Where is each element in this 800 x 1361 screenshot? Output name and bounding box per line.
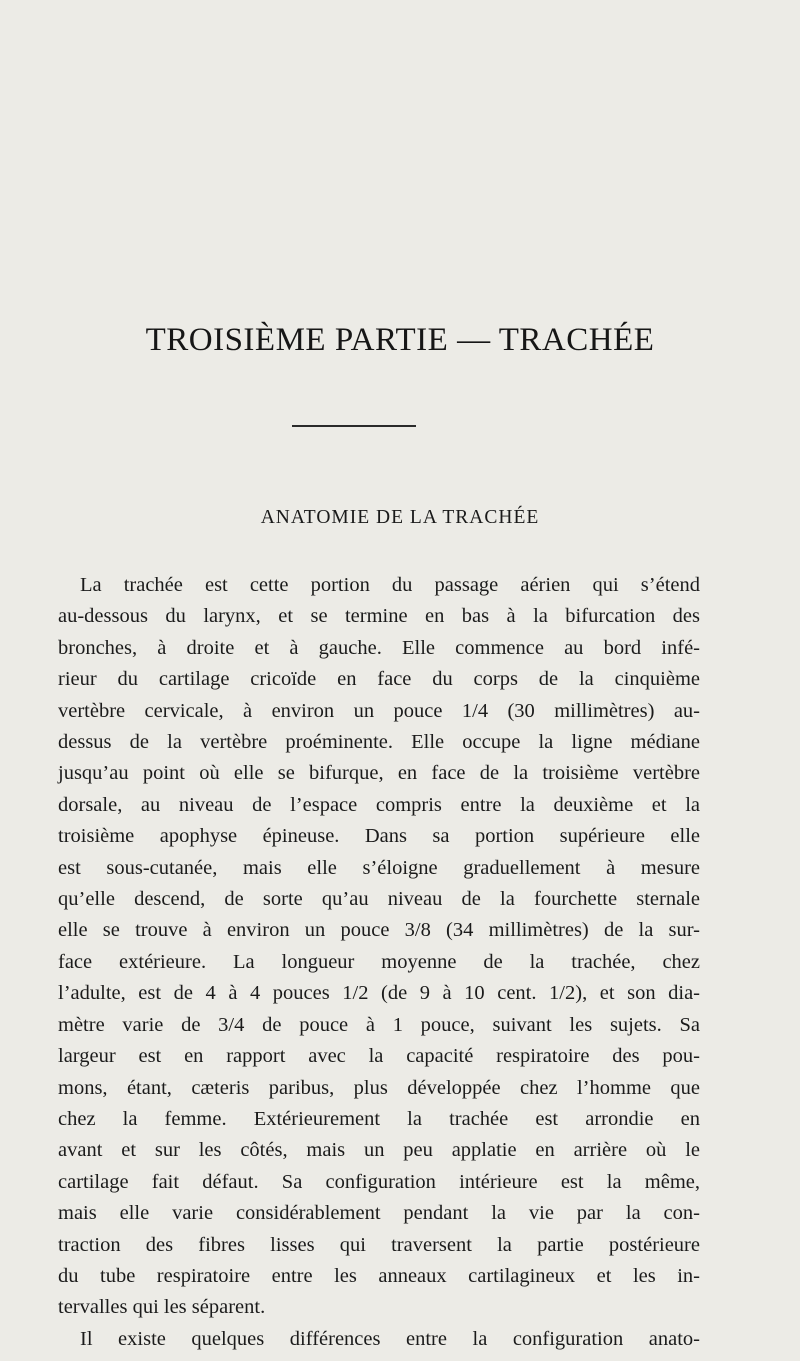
section-title: ANATOMIE DE LA TRACHÉE — [260, 507, 540, 528]
text-line: l’adulte, est de 4 à 4 pouces 1/2 (de 9 à 10 cent. 1/2), et son dia- — [58, 982, 700, 1005]
text-line: elle se trouve à environ un pouce 3/8 (34 millimètres) de la sur- — [58, 919, 700, 942]
text-line: du tube respiratoire entre les anneaux cartilagineux et les in- — [58, 1264, 700, 1287]
text-line: qu’elle descend, de sorte qu’au niveau de la fourchette sternale — [58, 888, 700, 911]
text-line: vertèbre cervicale, à environ un pouce 1/4 (30 millimètres) au- — [58, 699, 700, 722]
text-line: troisième apophyse épineuse. Dans sa portion supérieure elle — [58, 825, 700, 848]
text-line: est sous-cutanée, mais elle s’éloigne graduellement à mesure — [58, 856, 700, 879]
text-line: dessus de la vertèbre proéminente. Elle occupe la ligne médiane — [58, 731, 700, 754]
part-title: TROISIÈME PARTIE — TRACHÉE — [145, 322, 655, 358]
text-line: Il existe quelques différences entre la configuration anato- — [80, 1327, 700, 1350]
text-line: au-dessous du larynx, et se termine en bas à la bifurcation des — [58, 605, 700, 628]
body-text — [58, 570, 700, 1355]
text-line: cartilage fait défaut. Sa configuration intérieure est la même, — [58, 1170, 700, 1193]
text-line: tervalles qui les séparent. — [58, 1296, 266, 1319]
title-rule — [292, 425, 416, 427]
text-line: dorsale, au niveau de l’espace compris entre la deuxième et la — [58, 793, 700, 816]
text-line: mais elle varie considérablement pendant la vie par la con- — [58, 1202, 700, 1225]
text-line: face extérieure. La longueur moyenne de la trachée, chez — [58, 950, 700, 973]
text-line: largeur est en rapport avec la capacité respiratoire des pou- — [58, 1045, 700, 1068]
text-line: jusqu’au point où elle se bifurque, en face de la troisième vertèbre — [58, 762, 700, 785]
text-line: chez la femme. Extérieurement la trachée est arrondie en — [58, 1107, 700, 1130]
text-line: bronches, à droite et à gauche. Elle commence au bord infé- — [58, 636, 700, 659]
text-line: rieur du cartilage cricoïde en face du corps de la cinquième — [58, 668, 700, 691]
text-line: mètre varie de 3/4 de pouce à 1 pouce, suivant les sujets. Sa — [58, 1013, 700, 1036]
text-line: traction des fibres lisses qui traversent la partie postérieure — [58, 1233, 700, 1256]
text-line: avant et sur les côtés, mais un peu applatie en arrière où le — [58, 1139, 700, 1162]
text-line: mons, étant, cæteris paribus, plus développée chez l’homme que — [58, 1076, 700, 1099]
text-line: La trachée est cette portion du passage aérien qui s’étend — [80, 574, 700, 596]
